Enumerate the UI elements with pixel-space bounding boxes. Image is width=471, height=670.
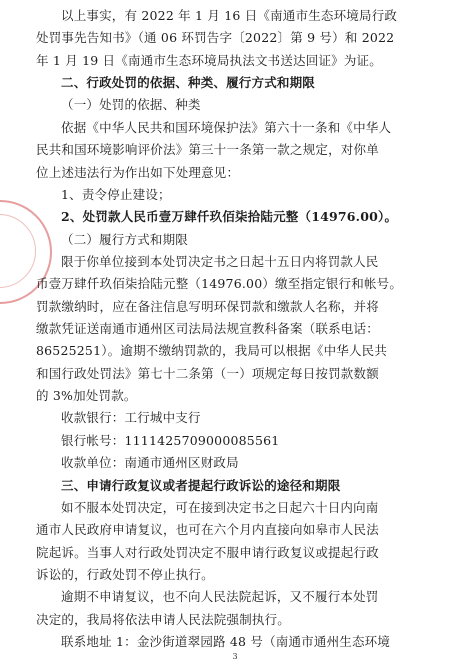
text-line: 如不服本处罚决定，可在接到决定书之日起六十日内向南: [61, 500, 379, 515]
text-line: 诉讼的，行政处罚不停止执行。: [36, 567, 214, 582]
text-line: 依据《中华人民共和国环境保护法》第六十一条和《中华人: [61, 120, 392, 135]
text-line: 以上事实，有 2022 年 1 月 16 日《南通市生态环境局行政: [61, 8, 398, 23]
text-line: 罚款缴纳时，应在备注信息写明环保罚款和缴款人名称，并将: [36, 299, 379, 314]
decision-item: 1、责令停止建设；: [61, 187, 171, 202]
payee-unit: 收款单位：南通市通州区财政局: [61, 455, 239, 470]
text-line: 决定的，我局将依法申请人民法院强制执行。: [36, 612, 291, 627]
text-line: 缴款凭证送南通市通州区司法局法规宣教科备案（联系电话：: [36, 321, 379, 336]
text-line: 通市人民政府申请复议，也可在六个月内直接向如皋市人民法: [36, 522, 379, 537]
bank-account: 银行帐号：1111425709000085561: [61, 433, 280, 448]
text-line: 限于你单位接到本处罚决定书之日起十五日内将罚款人民: [61, 254, 379, 269]
text-line: 院起诉。当事人对行政处罚决定不服申请行政复议或提起行政: [36, 545, 379, 560]
page-number: 3: [232, 652, 238, 661]
text-line: 86525251）。逾期不缴纳罚款的，我局可以根据《中华人民共: [36, 343, 388, 358]
text-line: 年 1 月 19 日《南通市生态环境局执法文书送达回证》为证。: [36, 53, 382, 68]
bank-name: 收款银行：工行城中支行: [61, 410, 201, 425]
subsection-heading: （二）履行方式和期限: [61, 232, 189, 247]
text-line: 的 3%加处罚款。: [36, 388, 137, 403]
text-line: 处罚事先告知书》（通 06 环罚告字〔2022〕第 9 号）和 2022: [36, 30, 395, 45]
section-heading: 三、申请行政复议或者提起行政诉讼的途径和期限: [61, 478, 341, 493]
text-line: 逾期不申请复议，也不向人民法院起诉，又不履行本处罚: [61, 589, 379, 604]
text-line: 民共和国环境影响评价法》第三十一条第一款之规定，对你单: [36, 142, 379, 157]
text-line: 位上述违法行为作出如下处理意见：: [36, 165, 240, 180]
decision-item: 2、处罚款人民币壹万肆仟玖佰柒拾陆元整（14976.00）。: [61, 209, 398, 224]
contact-address: 联系地址 1：金沙街道翠园路 48 号（南通市通州生态环境: [61, 634, 391, 649]
text-line: 和国行政处罚法》第七十二条第（一）项规定每日按罚款数额: [36, 366, 379, 381]
section-heading: 二、行政处罚的依据、种类、履行方式和期限: [61, 75, 316, 90]
subsection-heading: （一）处罚的依据、种类: [61, 97, 201, 112]
text-line: 币壹万肆仟玖佰柒拾陆元整（14976.00）缴至指定银行和帐号。: [36, 276, 403, 291]
